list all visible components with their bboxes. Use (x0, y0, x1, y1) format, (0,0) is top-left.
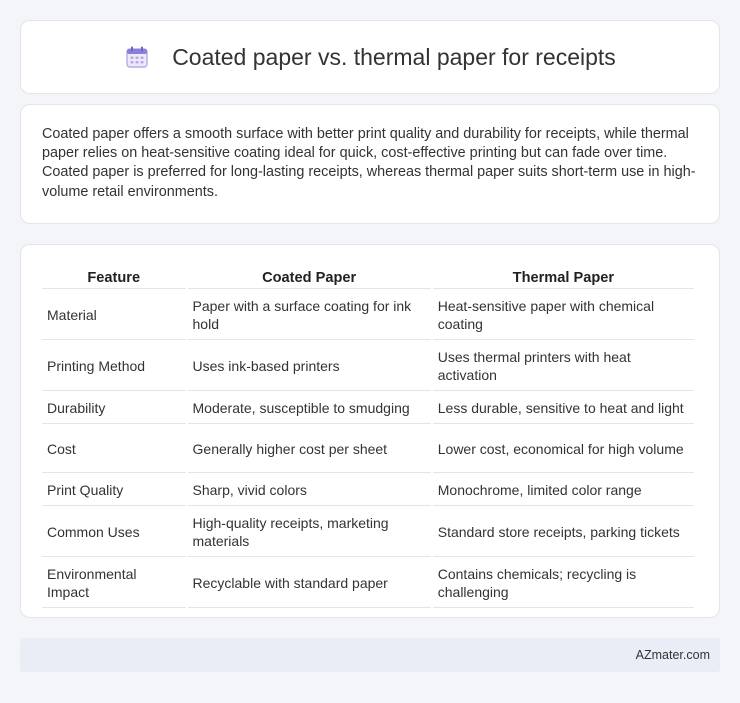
comparison-card (20, 244, 720, 618)
comparison-table (40, 265, 696, 610)
feature-cell: Durability (42, 393, 186, 424)
coated-cell: Recyclable with standard paper (188, 559, 431, 608)
feature-cell: Environmental Impact (42, 559, 186, 608)
table-row (42, 426, 694, 473)
page-title: Coated paper vs. thermal paper for receipts (172, 43, 616, 70)
intro-card (20, 104, 720, 224)
calendar-icon (124, 44, 150, 70)
thermal-cell: Less durable, sensitive to heat and light (433, 393, 694, 424)
header-feature: Feature (42, 267, 186, 289)
table-row (42, 393, 694, 424)
coated-cell: High-quality receipts, marketing materials (188, 508, 431, 557)
feature-cell: Cost (42, 426, 186, 473)
feature-cell: Print Quality (42, 475, 186, 506)
table-header-row (42, 267, 694, 289)
thermal-cell: Lower cost, economical for high volume (433, 426, 694, 473)
header-thermal-paper: Thermal Paper (433, 267, 694, 289)
thermal-cell: Contains chemicals; recycling is challenging (433, 559, 694, 608)
table-row (42, 559, 694, 608)
feature-cell: Printing Method (42, 342, 186, 391)
coated-cell: Uses ink-based printers (188, 342, 431, 391)
thermal-cell: Uses thermal printers with heat activation (433, 342, 694, 391)
coated-cell: Generally higher cost per sheet (188, 426, 431, 473)
table-row (42, 475, 694, 506)
footer (20, 638, 720, 672)
table-row (42, 508, 694, 557)
feature-cell: Material (42, 291, 186, 340)
thermal-cell: Standard store receipts, parking tickets (433, 508, 694, 557)
footer-brand[interactable]: AZmater.com (635, 648, 710, 662)
coated-cell: Moderate, susceptible to smudging (188, 393, 431, 424)
coated-cell: Paper with a surface coating for ink hold (188, 291, 431, 340)
intro-text: Coated paper offers a smooth surface with better print quality and durability for receipts, while thermal paper relies on heat-sensitive coating ideal for quick, cost-effective printing but can fade over time. Coated paper is preferred for long-lasting receipts, whereas thermal paper suits short-term use in high-volume retail environments. (42, 126, 696, 200)
table-row (42, 291, 694, 340)
title-card (20, 20, 720, 94)
coated-cell: Sharp, vivid colors (188, 475, 431, 506)
feature-cell: Common Uses (42, 508, 186, 557)
table-row (42, 342, 694, 391)
thermal-cell: Monochrome, limited color range (433, 475, 694, 506)
header-coated-paper: Coated Paper (188, 267, 431, 289)
thermal-cell: Heat-sensitive paper with chemical coating (433, 291, 694, 340)
